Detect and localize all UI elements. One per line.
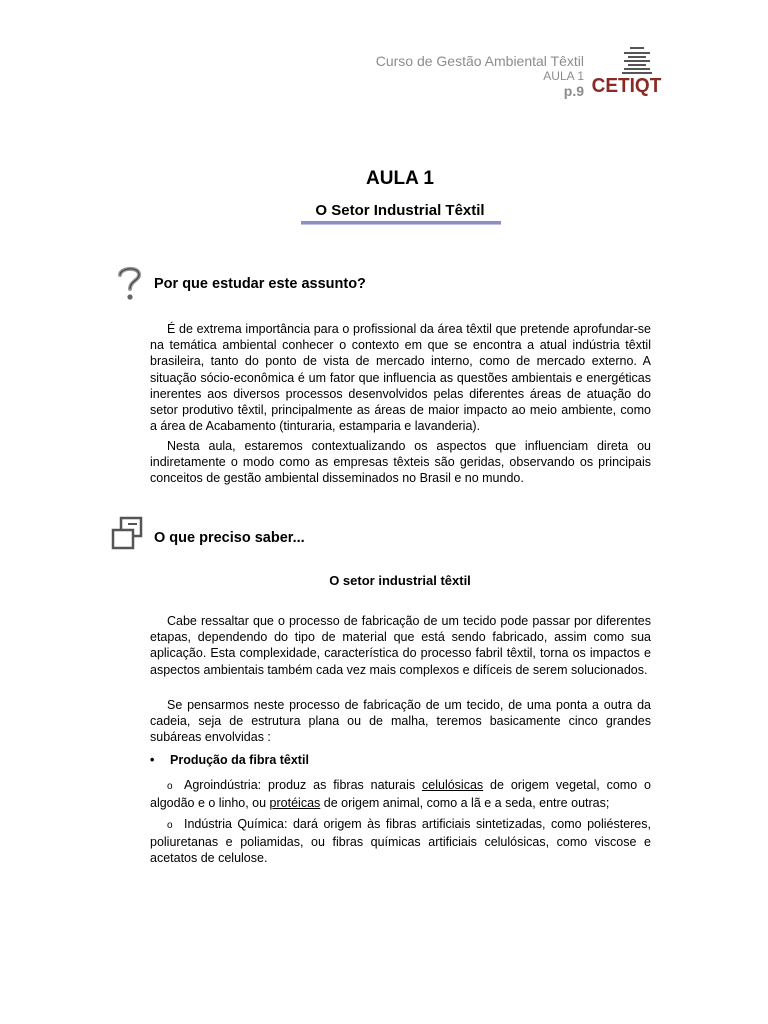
paragraph-intro-2-text: Nesta aula, estaremos contextualizando os aspectos que influenciam direta ou indiretamente o modo como as empresas têxteis são geridas, observando os principais conceitos de gestão ambiental disseminados no Brasil e no mundo.	[150, 439, 651, 486]
agro-text-mid: de origem vegetal, como o algodão e o linho, ou	[150, 778, 651, 811]
agro-underlined-celulosicas: celulósicas	[422, 778, 484, 792]
sub-item-chemical-industry	[150, 816, 651, 867]
logo-text: CETIQT	[591, 75, 662, 97]
section-heading-why: Por que estudar este assunto?	[154, 276, 366, 292]
subsection-heading: O setor industrial têxtil	[329, 573, 471, 588]
course-title: Curso de Gestão Ambiental Têxtil	[375, 53, 584, 69]
agro-text-suffix: de origem animal, como a lã e a seda, entre outras;	[320, 796, 610, 811]
agro-underlined-proteicas: protéicas	[269, 796, 321, 811]
lesson-title: AULA 1	[366, 168, 434, 189]
agro-text-prefix: Agroindústria: produz as fibras naturais	[184, 778, 423, 792]
paragraph-body-1-text: Cabe ressaltar que o processo de fabricação de um tecido pode passar por diferentes etapas, dependendo do tipo de material que está sendo fabricado, assim como sua aplicação. Esta complexidade, característica do processo fabril têxtil, torna os impactos e aspectos ambientais também cada vez mais complexos e difíceis de serem solucionados.	[150, 614, 651, 677]
header-lesson-label: AULA 1	[543, 69, 584, 83]
question-mark-icon	[116, 266, 144, 302]
bullet-dot-icon: •	[150, 753, 155, 767]
circle-bullet-icon: o	[167, 820, 173, 831]
paragraph-intro-1	[150, 321, 651, 434]
windows-icon	[110, 516, 144, 552]
paragraph-body-2	[150, 697, 651, 746]
paragraph-intro-2	[150, 438, 651, 487]
page-header	[376, 53, 584, 99]
section-heading-what: O que preciso saber...	[154, 530, 305, 546]
bullet-fiber-production-text: Produção da fibra têxtil	[170, 753, 309, 767]
paragraph-body-1	[150, 613, 651, 678]
lesson-subtitle: O Setor Industrial Têxtil	[315, 202, 485, 219]
cetiqt-logo	[590, 46, 662, 102]
sub-item-agroindustry	[150, 777, 651, 811]
subtitle-underline	[301, 221, 501, 225]
page-number: p.9	[563, 83, 584, 99]
circle-bullet-icon: o	[167, 781, 173, 792]
paragraph-body-2-text: Se pensarmos neste processo de fabricação de um tecido, de uma ponta a outra da cadeia, seja de estrutura plana ou de malha, teremos basicamente cinco grandes subáreas envolvidas :	[150, 698, 651, 745]
paragraph-intro-1-text: É de extrema importância para o profissional da área têxtil que pretende aprofundar-se na temática ambiental conhecer o contexto em que se encontra a atual indústria têxtil brasileira, tanto do ponto de vista de mercado interno, como de mercado externo. A situação sócio-econômica é um fator que influencia as questões ambientais e energéticas inerentes aos diversos processos desenvolvidos pelas diferentes áreas de atuação do setor produtivo têxtil, principalmente as áreas de maior impacto ao meio ambiente, como a área de Acabamento (tinturaria, estamparia e lavanderia).	[150, 322, 651, 434]
chemical-industry-text: Indústria Química: dará origem às fibras artificiais sintetizadas, como poliésteres, poliuretanas e poliamidas, ou fibras químicas artificiais celulósicas, como viscose e acetatos de celulose.	[150, 817, 651, 866]
logo-emblem-icon	[622, 46, 652, 74]
bullet-fiber-production	[150, 753, 309, 767]
